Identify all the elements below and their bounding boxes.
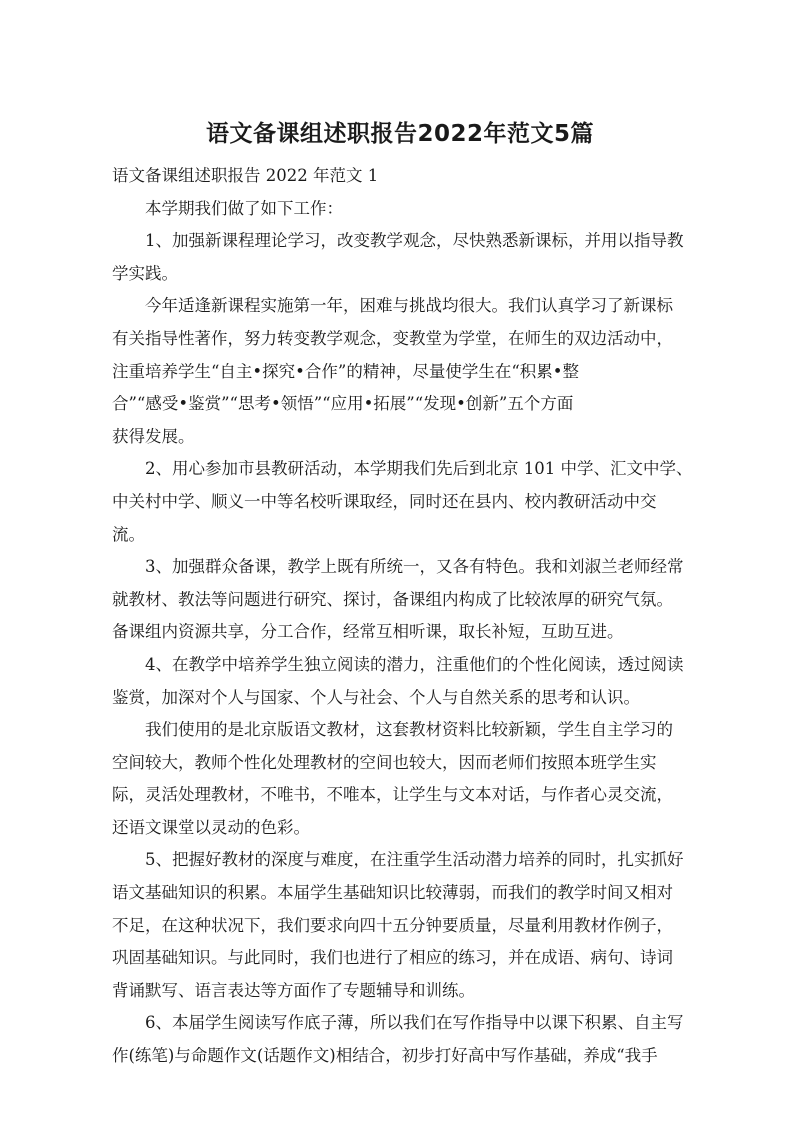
paragraph-line: 作(练笔)与命题作文(话题作文)相结合，初步打好高中写作基础，养成“我手 [112, 1046, 658, 1066]
document-body [112, 160, 692, 1073]
paragraph-line: 鉴赏，加深对个人与国家、个人与社会、个人与自然关系的思考和认识。 [112, 687, 640, 707]
paragraph-line: 学实践。 [112, 263, 178, 283]
paragraph-line: 今年适逢新课程实施第一年，困难与挑战均很大。我们认真学习了新课标 [145, 296, 673, 316]
paragraph-line: 1、加强新课程理论学习，改变教学观念，尽快熟悉新课标，并用以指导教 [145, 231, 684, 251]
paragraph-line: 语文基础知识的积累。本届学生基础知识比较薄弱，而我们的教学时间又相对 [112, 883, 673, 903]
paragraph-line: 2、用心参加市县教研活动，本学期我们先后到北京 101 中学、汇文中学、 [145, 459, 693, 479]
paragraph-line: 就教材、教法等问题进行研究、探讨，备课组内构成了比较浓厚的研究气氛。 [112, 589, 673, 609]
paragraph-line: 备课组内资源共享，分工合作，经常互相听课，取长补短，互助互进。 [112, 622, 624, 642]
paragraph-line: 获得发展。 [112, 426, 195, 446]
paragraph-line: 空间较大，教师个性化处理教材的空间也较大，因而老师们按照本班学生实 [112, 752, 657, 772]
document-title: 语文备课组述职报告2022年范文5篇 [205, 121, 595, 147]
paragraph-line: 语文备课组述职报告 2022 年范文 1 [112, 166, 379, 185]
paragraph-line: 不足，在这种状况下，我们要求向四十五分钟要质量，尽量利用教材作例子， [112, 915, 673, 935]
paragraph-line: 我们使用的是北京版语文教材，这套教材资料比较新颖，学生自主学习的 [145, 720, 673, 740]
paragraph-line: 合”“感受•鉴赏”“思考•领悟”“应用•拓展”“发现•创新”五个方面 [112, 394, 574, 414]
paragraph-line: 注重培养学生“自主•探究•合作”的精神，尽量使学生在“积累•整 [112, 361, 580, 381]
paragraph-line: 4、在教学中培养学生独立阅读的潜力，注重他们的个性化阅读，透过阅读 [145, 654, 684, 674]
paragraph-line: 中关村中学、顺义一中等名校听课取经，同时还在县内、校内教研活动中交 [112, 491, 657, 511]
paragraph-line: 背诵默写、语言表达等方面作了专题辅导和训练。 [112, 980, 475, 1000]
paragraph-line: 巩固基础知识。与此同时，我们也进行了相应的练习，并在成语、病句、诗词 [112, 948, 673, 968]
paragraph-line: 际，灵活处理教材，不唯书，不唯本，让学生与文本对话，与作者心灵交流， [112, 785, 673, 805]
paragraph-line: 有关指导性著作，努力转变教学观念，变教堂为学堂，在师生的双边活动中， [112, 328, 673, 348]
paragraph-line: 流。 [112, 524, 145, 544]
paragraph-line: 本学期我们做了如下工作： [145, 198, 343, 218]
paragraph-line: 6、本届学生阅读写作底子薄，所以我们在写作指导中以课下积累、自主写 [145, 1013, 684, 1033]
paragraph-line: 3、加强群众备课，教学上既有所统一，又各有特色。我和刘淑兰老师经常 [145, 557, 684, 577]
paragraph-line: 5、把握好教材的深度与难度，在注重学生活动潜力培养的同时，扎实抓好 [145, 850, 684, 870]
paragraph-line: 还语文课堂以灵动的色彩。 [112, 817, 310, 837]
